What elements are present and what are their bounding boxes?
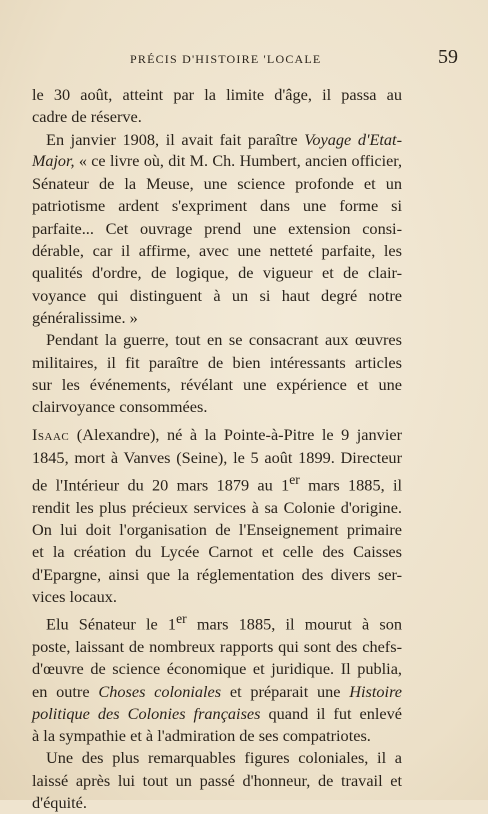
text-line: cadre de réserve.	[32, 107, 142, 127]
text-line: Pendant la guerre, tout en se consacrant aux œuvres	[46, 330, 402, 350]
book-title-choses: Choses coloniales	[98, 681, 222, 701]
text-line: à la sympathie et à l'admiration de ses compatriotes.	[32, 726, 371, 746]
text-run: (Alexandre), né à la Pointe-à-Pitre le 9 janvier	[69, 425, 402, 445]
text-run: mars 1885, il	[299, 475, 402, 495]
entry-name: Isaac	[32, 425, 70, 445]
text-line: 1845, mort à Vanves (Seine), le 5 août 1899. Directeur	[32, 447, 402, 467]
text-line: On lui doit l'organisation de l'Enseignement primaire	[32, 520, 402, 540]
superscript: er	[176, 611, 187, 627]
text-line: vices locaux.	[32, 586, 117, 606]
book-title-voyage: Voyage d'Etat-	[304, 129, 402, 149]
text-line: patriotisme ardent s'expriment dans une forme si	[32, 196, 402, 216]
text-line: laissé après lui tout un passé d'honneur, de travail et	[32, 770, 402, 790]
paragraph-2	[32, 129, 402, 330]
text-line	[32, 469, 402, 497]
text-run: de l'Intérieur du 20 mars 1879 au 1	[32, 475, 290, 495]
running-title: PRÉCIS D'HISTOIRE 'LOCALE	[130, 52, 322, 66]
text-line	[32, 129, 402, 151]
text-line: Sénateur de la Meuse, une science profonde et un	[32, 174, 402, 194]
text-line: parfaite... Cet ouvrage prend une extension consi-	[32, 218, 402, 238]
superscript: er	[289, 472, 300, 488]
text-line: d'Epargne, ainsi que la réglementation des divers ser-	[32, 564, 402, 584]
text-line: voyance qui distinguent à un si haut degré notre	[32, 285, 402, 305]
text-line: Une des plus remarquables figures coloniales, il a	[46, 748, 402, 768]
paragraph-5	[32, 608, 402, 747]
text-line	[32, 424, 402, 446]
text-run: Elu Sénateur le 1	[46, 614, 177, 634]
text-run: quand il fut enlevé	[260, 703, 402, 723]
text-line: clairvoyance consommées.	[32, 397, 208, 417]
text-line	[32, 608, 402, 636]
text-run: En janvier 1908, il avait fait paraître	[46, 129, 305, 149]
book-title-histoire: Histoire	[349, 681, 403, 701]
text-line: militaires, il fit paraître de bien intéressants articles	[32, 352, 402, 372]
text-line: rendit les plus précieux services à sa Colonie d'origine.	[32, 497, 402, 517]
text-line	[32, 681, 402, 703]
text-run: et préparait une	[221, 681, 350, 701]
text-line: sur les événements, révélant une expérience et une	[32, 374, 402, 394]
text-line: dérable, car il affirme, avec une netteté parfaite, les	[32, 241, 402, 261]
text-line: généralissime. »	[32, 307, 138, 327]
text-line: et la création du Lycée Carnot et celle des Caisses	[32, 542, 402, 562]
text-line: le 30 août, atteint par la limite d'âge, il passa au	[32, 85, 402, 104]
text-line: qualités d'ordre, de logique, de vigueur et de clair-	[32, 263, 402, 283]
paragraph-6	[32, 747, 402, 814]
text-line: d'équité.	[32, 793, 87, 813]
book-title-voyage-cont: Major,	[32, 152, 75, 170]
text-line: d'œuvre de science économique et juridique. Il publia,	[32, 659, 402, 679]
text-run: mars 1885, il mourut à son	[186, 614, 403, 634]
text-run: en outre	[32, 681, 99, 701]
running-header	[40, 46, 468, 72]
paragraph-4	[32, 424, 402, 608]
book-title-histoire-cont: politique des Colonies françaises	[32, 703, 261, 723]
text-run: « ce livre où, dit M. Ch. Humbert, ancien officier,	[74, 152, 402, 170]
page-number: 59	[438, 46, 458, 68]
text-line: poste, laissant de nombreux rapports qui sont des chefs-	[32, 636, 402, 656]
page-body	[32, 84, 402, 814]
text-line	[32, 151, 402, 173]
paragraph-3	[32, 329, 402, 418]
paragraph-1	[32, 84, 402, 129]
text-line	[32, 703, 402, 725]
